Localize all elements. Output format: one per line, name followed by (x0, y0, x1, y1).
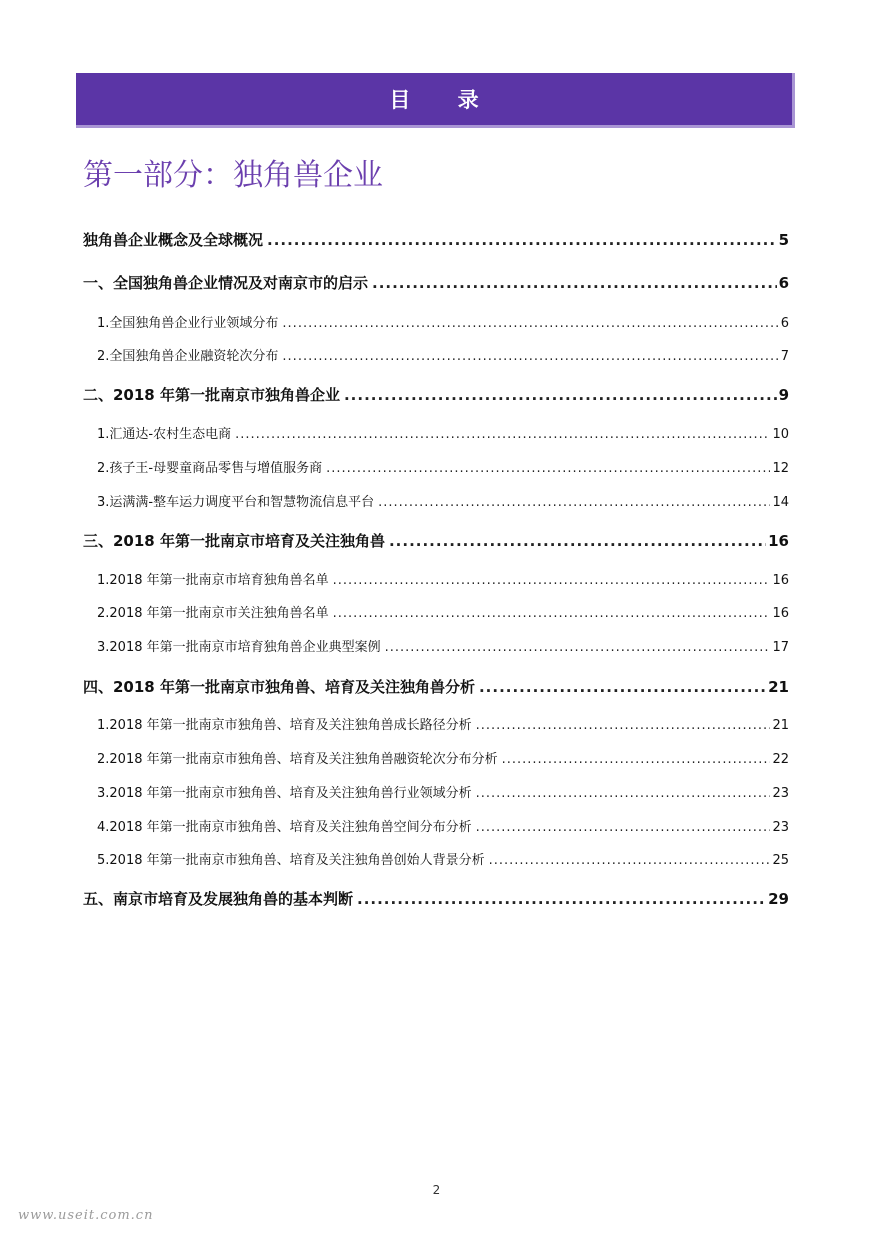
toc-entry-title: 2018 年第一批南京市关注独角兽名单 (109, 606, 329, 621)
toc-entry-title: 一、全国独角兽企业情况及对南京市的启示 (83, 274, 369, 292)
toc-entry-title: 二、2018 年第一批南京市独角兽企业 (83, 386, 340, 404)
toc-leader (267, 231, 777, 249)
toc-leader (282, 349, 778, 364)
part-title: 第一部分：独角兽企业 (83, 158, 383, 193)
toc-entry[interactable] (83, 748, 789, 768)
toc-entry-number: 3. (97, 495, 110, 510)
toc-entry-title: 2018 年第一批南京市独角兽、培育及关注独角兽行业领域分析 (109, 786, 472, 801)
toc-entry[interactable] (83, 229, 789, 251)
toc-leader (235, 427, 770, 442)
toc-entry[interactable] (83, 888, 789, 910)
toc-entry-page: 9 (778, 386, 789, 404)
toc-entry-number: 1. (97, 573, 110, 588)
toc-entry-title: 2018 年第一批南京市培育独角兽企业典型案例 (109, 640, 381, 655)
toc-leader (344, 386, 777, 404)
toc-entry-number: 2. (97, 606, 110, 621)
toc-leader (378, 495, 770, 510)
toc-entry-number: 5. (97, 853, 110, 868)
toc-leader (357, 890, 766, 908)
toc-header-banner (76, 73, 795, 128)
toc-entry-title: 五、南京市培育及发展独角兽的基本判断 (83, 890, 354, 908)
toc-entry-title: 2018 年第一批南京市独角兽、培育及关注独角兽创始人背景分析 (109, 853, 485, 868)
toc-entry-page: 17 (772, 640, 789, 655)
toc-leader (385, 640, 771, 655)
toc-leader (326, 461, 770, 476)
toc-entry-title: 三、2018 年第一批南京市培育及关注独角兽 (83, 532, 385, 550)
toc-entry-page: 6 (778, 274, 789, 292)
toc-entry-title: 2018 年第一批南京市独角兽、培育及关注独角兽空间分布分析 (109, 820, 472, 835)
toc-entry-title: 独角兽企业概念及全球概况 (83, 231, 264, 249)
toc-entry-title: 2018 年第一批南京市培育独角兽名单 (109, 573, 329, 588)
toc-leader (333, 573, 771, 588)
toc-entry-page: 7 (780, 349, 789, 364)
toc-entry-title: 2018 年第一批南京市独角兽、培育及关注独角兽融资轮次分布分析 (109, 752, 498, 767)
toc-leader (479, 678, 766, 696)
toc-header-title: 目 录 (389, 88, 499, 112)
toc-entry-title: 全国独角兽企业行业领域分布 (109, 316, 279, 331)
toc-entry-page: 10 (772, 427, 789, 442)
toc-entry-title: 运满满-整车运力调度平台和智慧物流信息平台 (109, 495, 375, 510)
toc-entry-page: 12 (772, 461, 789, 476)
toc-entry[interactable] (83, 384, 789, 406)
toc-entry-number: 2. (97, 461, 110, 476)
toc-leader (502, 752, 771, 767)
toc-leader (476, 820, 771, 835)
toc-entry-number: 1. (97, 316, 110, 331)
toc-entry-page: 16 (768, 532, 789, 550)
toc-entry-page: 5 (778, 231, 789, 249)
toc-entry-page: 14 (772, 495, 789, 510)
watermark: www.useit.com.cn (18, 1208, 154, 1223)
toc-entry-title: 2018 年第一批南京市独角兽、培育及关注独角兽成长路径分析 (109, 718, 472, 733)
toc-entry[interactable] (83, 714, 789, 734)
toc-entry[interactable] (83, 849, 789, 869)
toc-entry-page: 16 (772, 573, 789, 588)
toc-entry[interactable] (83, 345, 789, 365)
toc-leader (489, 853, 771, 868)
toc-entry[interactable] (83, 816, 789, 836)
toc-entry[interactable] (83, 676, 789, 698)
toc-entry-title: 四、2018 年第一批南京市独角兽、培育及关注独角兽分析 (83, 678, 475, 696)
toc-entry-number: 1. (97, 718, 110, 733)
toc-entry-page: 25 (772, 853, 789, 868)
toc-entry-page: 21 (768, 678, 789, 696)
toc-entry[interactable] (83, 602, 789, 622)
toc-entry-title: 全国独角兽企业融资轮次分布 (109, 349, 279, 364)
toc-entry[interactable] (83, 491, 789, 511)
toc-leader (333, 606, 771, 621)
toc-leader (282, 316, 778, 331)
toc-entry[interactable] (83, 569, 789, 589)
toc-leader (476, 786, 771, 801)
toc-entry-number: 4. (97, 820, 110, 835)
toc-entry[interactable] (83, 457, 789, 477)
toc-entry-page: 21 (772, 718, 789, 733)
toc-entry-number: 3. (97, 786, 110, 801)
toc-entry[interactable] (83, 272, 789, 294)
toc-entry-number: 1. (97, 427, 110, 442)
toc-entry-page: 23 (772, 786, 789, 801)
toc-entry[interactable] (83, 782, 789, 802)
toc-entry-number: 2. (97, 752, 110, 767)
toc-entry-number: 3. (97, 640, 110, 655)
toc-leader (476, 718, 771, 733)
toc-entry-page: 22 (772, 752, 789, 767)
toc-entry[interactable] (83, 423, 789, 443)
page-number: 2 (432, 1183, 441, 1197)
toc-entry-title: 汇通达-农村生态电商 (109, 427, 232, 442)
toc-leader (372, 274, 777, 292)
toc-entry[interactable] (83, 312, 789, 332)
toc-entry-page: 23 (772, 820, 789, 835)
toc-leader (389, 532, 766, 550)
toc-entry-page: 6 (780, 316, 789, 331)
toc-entry-title: 孩子王-母婴童商品零售与增值服务商 (109, 461, 323, 476)
toc-entry[interactable] (83, 636, 789, 656)
toc-entry-page: 16 (772, 606, 789, 621)
toc-entry[interactable] (83, 530, 789, 552)
toc-entry-number: 2. (97, 349, 110, 364)
toc-entry-page: 29 (768, 890, 789, 908)
